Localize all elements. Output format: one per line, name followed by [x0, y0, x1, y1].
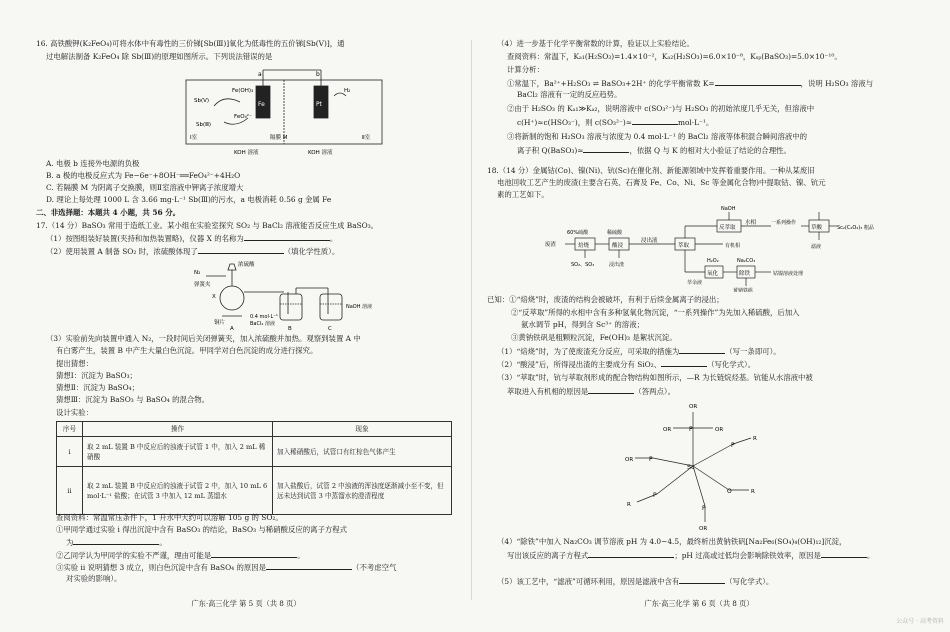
- calc-2-cont: c(H⁺)≈c(HSO₃⁻)，则 c(SO₃²⁻)≈ mol·L⁻¹。: [517, 118, 714, 127]
- table-cell: 加入稀硝酸后，试管口有红棕色气体产生: [273, 437, 452, 467]
- q17-apparatus-diagram: [192, 258, 372, 332]
- q16-stem-line1: 16. 高铁酸钾(K₂FeO₄)可将水体中有毒性的三价锑[Sb(Ⅲ)]氧化为低毒性的五价锑[Sb(Ⅴ)]，通: [36, 39, 345, 48]
- naoh-label: NaOH 溶液: [346, 304, 372, 310]
- room1-label: Ⅰ室: [190, 135, 198, 141]
- apparatus-a-label: A: [230, 326, 234, 332]
- fe-electrode-label: Fe: [258, 101, 265, 108]
- membrane-label: 隔膜 M: [270, 135, 288, 141]
- flow-naoh: NaOH: [721, 206, 736, 212]
- p-atom: P: [689, 426, 693, 433]
- answer-blank[interactable]: [679, 345, 725, 354]
- calc-3-cont: 离子积 Q(BaSO₃)≈ ，依据 Q 与 K 的相对大小验证了结论的合理性。: [517, 146, 791, 155]
- or-group: OR: [689, 404, 698, 410]
- page-footer: 广东·高三化学 第 5 页（共 8 页）: [191, 599, 301, 608]
- calc-1-cont: BaCl₂ 溶液有一定的反应趋势。: [517, 90, 622, 99]
- result-3: ③实验 ii 说明猜想 3 成立，则白色沉淀中含有 BaSO₄ 的原因是 （不考虑空气: [56, 563, 397, 572]
- feo4-label: FeO₄²⁻: [234, 114, 252, 120]
- flow-extract: 萃取: [678, 243, 690, 249]
- flow-raffinate: 萃余液: [687, 280, 703, 286]
- q17-part3-line2: 有白雾产生，装置 B 中产生大量白色沉淀。甲同学对白色沉淀的成分进行探究。: [56, 346, 318, 355]
- electrode-a-label: a: [258, 71, 262, 78]
- q18-stem-line1: 18.（14 分）金属钴(Co)、镍(Ni)、钪(Sc)在催化剂、新能源领域中发挥着重要作用。一种从某废旧: [487, 166, 815, 175]
- r-group: R: [751, 489, 755, 495]
- flow-h2o2: H₂O₂: [707, 258, 719, 264]
- experiment-table: [56, 421, 452, 515]
- flow-remove-iron: 除铁: [739, 271, 751, 277]
- q18-part3: （3）“萃取”时，钪与萃取剂形成的配合物结构如图所示，—R 为长链烷烃基。钪能从水溶液中被: [497, 373, 813, 382]
- or-group: OR: [625, 457, 634, 463]
- or-group: OR: [715, 427, 724, 433]
- table-header-row: [57, 422, 452, 437]
- known-1: 已知：①“焙烧”时，废渣的结构会被破坏，有利于后续金属离子的浸出；: [487, 295, 724, 304]
- answer-blank[interactable]: [632, 116, 678, 125]
- q16-stem-line2: 过电解法制备 K₂FeO₄ 除 Sb(Ⅲ)的原理如图所示。下列说法错误的是: [46, 52, 273, 61]
- known-2-cont: 氨水调节 pH，得到含 Sc³⁺ 的溶液；: [521, 320, 644, 329]
- q17-stem: 17.（14 分）BaSO₃ 常用于造纸工业。某小组在实验室探究 SO₂ 与 BaCl₂ 溶液能否反应生成 BaSO₃。: [36, 221, 379, 230]
- table-cell: ii: [57, 467, 83, 515]
- clip-label: 弹簧夹: [194, 282, 211, 288]
- calc-2: ②由于 H₂SO₃ 的 Kₐ₁≫Kₐ₂，说明溶液中 c(SO₃²⁻)与 H₂SO₃ 的初始浓度几乎无关，但溶液中: [507, 104, 815, 113]
- x-label: X: [212, 294, 216, 300]
- or-group: OR: [699, 526, 708, 532]
- hypothesis-3: 猜想Ⅲ：沉淀为 BaSO₃ 与 BaSO₄ 的混合物。: [56, 395, 210, 404]
- flow-gas: SO₂、SO₃: [571, 262, 595, 268]
- q16-electrolysis-diagram: [184, 66, 384, 158]
- flow-h2so4: 60%硫酸: [567, 230, 589, 236]
- flow-back-extract: 反萃取: [719, 225, 736, 231]
- answer-blank[interactable]: [244, 232, 330, 241]
- q18-part4: （4）“除铁”中加入 Na₂CO₃ 调节溶液 pH 为 4.0~4.5，最终析出黄钠铁矾[Na₂Fe₆(SO₄)₄(OH)₁₂]沉淀，: [497, 537, 847, 546]
- table-row: [57, 467, 452, 515]
- flow-co-ni: 钴镍溶液处理: [773, 271, 804, 277]
- r-group: R: [627, 502, 631, 508]
- q16-option-a: A. 电极 b 连接外电源的负极: [46, 159, 140, 168]
- answer-blank[interactable]: [198, 245, 284, 254]
- sc-atom: Sc: [687, 463, 695, 471]
- result-3-cont: 对实验的影响）。: [66, 574, 122, 583]
- q18-part3-cont: 萃取进入有机相的原因是 （答两点）。: [507, 387, 675, 396]
- or-group: OR: [663, 427, 672, 433]
- section-2-heading: 二、非选择题：本题共 4 小题，共 56 分。: [36, 208, 180, 217]
- flow-na2co3: Na₂CO₃: [737, 258, 756, 264]
- known-2: ②“反萃取”所得的水相中含有多种氢氧化物沉淀，“一系列操作”为先加入稀硫酸，后加入: [511, 308, 800, 317]
- answer-blank[interactable]: [588, 549, 674, 558]
- hypothesis-title: 提出猜想：: [56, 359, 93, 368]
- table-cell: 取 2 mL 装置 B 中反应后的浊液于试管 1 中，加入 2 mL 稀硝酸: [83, 437, 273, 467]
- page-footer: 广东·高三化学 第 6 页（共 8 页）: [644, 599, 754, 608]
- q18-part5: （5）该工艺中，“滤液”可循环利用，原因是滤液中含有 （写化学式）。: [497, 577, 774, 586]
- result-2: ②乙同学认为甲同学的实验不严谨，理由可能是 。: [56, 551, 305, 560]
- answer-blank[interactable]: [821, 549, 867, 558]
- q16-option-c: C. 若隔膜 M 为阴离子交换膜，则Ⅱ室溶液中钾离子浓度增大: [46, 183, 244, 192]
- koh-left-label: KOH 溶液: [234, 150, 259, 156]
- col-header: 现象: [273, 422, 452, 437]
- feoh3-label: Fe(OH)₃: [232, 88, 254, 94]
- bacl2-conc-label: 0.4 mol·L⁻¹: [250, 314, 278, 320]
- q18-part1: （1）“焙烧”时，为了使废渣充分反应，可采取的措施为 （写一条即可）。: [497, 347, 781, 356]
- q17-part1: （1）按图组装好装置(夹持和加热装置略)，仪器 X 的名称为 。: [46, 234, 338, 243]
- q17-part4-reference: 查阅资料：常温下，Kₐ₁(H₂SO₃)=1.4×10⁻²，Kₐ₂(H₂SO₃)=6.0×10⁻⁸，Kₛₚ(BaSO₃)=5.0×10⁻¹⁰。: [507, 52, 842, 61]
- flow-roast: 焙烧: [578, 243, 590, 249]
- q18-part4-cont: 写出该反应的离子方程式 ；pH 过高或过低均会影响除铁效率，原因是 。: [507, 551, 875, 560]
- result-1-answer: 为 。: [66, 538, 167, 547]
- answer-blank[interactable]: [679, 575, 725, 584]
- known-3: ③黄钠铁矾是粗颗粒沉淀，Fe(OH)₃ 是絮状沉淀。: [511, 333, 677, 342]
- design-title: 设计实验：: [56, 408, 93, 417]
- result-1: ①甲同学通过实验 i 得出沉淀中含有 BaSO₃ 的结论，BaSO₃ 与稀硝酸反应的离子方程式: [56, 525, 348, 534]
- koh-right-label: KOH 溶液: [308, 150, 333, 156]
- hypothesis-1: 猜想Ⅰ：沉淀为 BaSO₃；: [56, 371, 137, 380]
- answer-blank[interactable]: [266, 561, 352, 570]
- n2-label: N₂: [194, 270, 201, 276]
- flow-filter: 草酸: [811, 225, 823, 231]
- p-atom: P: [649, 456, 653, 463]
- q16-option-d: D. 理论上每处理 1000 L 含 3.66 mg·L⁻¹ Sb(Ⅲ)的污水，a 电极消耗 0.56 g 金属 Fe: [46, 195, 332, 204]
- q17-part2: （2）使用装置 A 制备 SO₂ 时，浓硫酸体现了 （填化学性质）。: [46, 247, 340, 256]
- flow-jarosite: 黄钠铁矾: [733, 288, 754, 292]
- conc-acid-label: 浓硫酸: [238, 262, 255, 268]
- page-5: [36, 0, 456, 632]
- answer-blank[interactable]: [661, 358, 707, 367]
- flow-leach: 酸浸: [612, 243, 624, 249]
- table-row: [57, 437, 452, 467]
- flow-residue: 浸出渣: [609, 262, 625, 268]
- flow-sc-product: Sc₂(C₂O₄)₃ 粗品: [837, 225, 874, 231]
- sbiii-label: Sb(Ⅲ): [196, 122, 212, 128]
- electrode-b-label: b: [316, 71, 320, 78]
- scandium-complex-structure: [613, 398, 773, 534]
- q18-process-flowchart: [545, 204, 875, 292]
- flow-organic: 有机相: [725, 243, 741, 249]
- table-cell: 加入盐酸后，试管 2 中浊液的浑浊度逐渐减小至不变，但远未达到试管 3 中蒸馏水的澄清程度: [273, 467, 452, 515]
- q17-part4: （4）进一步基于化学平衡常数的计算，验证以上实验结论。: [497, 39, 694, 48]
- pt-electrode-label: Pt: [316, 101, 322, 108]
- flow-filtrate2: 滤液: [811, 244, 822, 250]
- bacl2-label: BaCl₂ 溶液: [250, 321, 275, 327]
- h2-label: H₂: [344, 88, 351, 94]
- p-atom: P: [731, 442, 735, 449]
- q16-option-b: B. a 极的电极反应式为 Fe−6e⁻+8OH⁻══FeO₄²⁻+4H₂O: [46, 171, 241, 180]
- copper-label: 铜片: [214, 320, 226, 326]
- room2-label: Ⅱ室: [362, 135, 371, 141]
- r-group: R: [753, 436, 757, 442]
- calc-3: ③将新制的饱和 H₂SO₃ 溶液与浓度为 0.4 mol·L⁻¹ 的 BaCl₂ 溶液等体积混合瞬间溶液中的: [507, 132, 808, 141]
- flow-dilute: 稀硫酸: [607, 230, 623, 236]
- flow-filtrate: 浸出液: [641, 238, 658, 244]
- table-cell: i: [57, 437, 83, 467]
- answer-blank[interactable]: [73, 536, 159, 545]
- flow-oxidation: 氧化: [707, 271, 719, 277]
- apparatus-c-label: C: [328, 326, 332, 332]
- q18-stem-line3: 素的工艺如下。: [497, 190, 549, 199]
- q18-stem-line2: 电池回收工艺产生的废渣(主要含石英、石膏及 Fe、Co、Ni、Sc 等金属化合物)中提取钴、镍、钪元: [497, 178, 826, 187]
- watermark: 公众号 · 高考资料: [896, 617, 944, 625]
- table-cell: 取 2 mL 装置 B 中反应后的浊液于试管 2 中，加入 10 mL 6 mol·L⁻¹ 盐酸；在试管 3 中加入 12 mL 蒸馏水: [83, 467, 273, 515]
- reference-note: 查阅资料：常温常压条件下，1 升水中大约可以溶解 105 g 的 SO₂。: [56, 513, 283, 522]
- page-divider: [471, 40, 472, 600]
- calc-1: ①常温下，Ba²⁺+H₂SO₃ ⇌ BaSO₃+2H⁺ 的化学平衡常数 K= ，说明 H₂SO₃ 溶液与: [507, 79, 874, 88]
- p-atom: P: [702, 505, 706, 512]
- apparatus-b-label: B: [288, 326, 292, 332]
- q17-part3-line1: （3）实验前先向装置中通入 N₂，一段时间后关闭弹簧夹，加入浓硫酸并加热。观察到装置 A 中: [46, 334, 361, 343]
- col-header: 序号: [57, 422, 83, 437]
- hypothesis-2: 猜想Ⅱ：沉淀为 BaSO₄；: [56, 383, 140, 392]
- sbv-label: Sb(Ⅴ): [194, 98, 210, 104]
- flow-steps: 一系列操作: [771, 220, 797, 226]
- q18-part2: （2）“酸浸”后，所得浸出渣的主要成分有 SiO₂、 （写化学式）。: [497, 360, 756, 369]
- o-atom: O: [727, 488, 732, 495]
- calc-title: 计算分析：: [507, 65, 544, 74]
- page-6: [487, 0, 911, 632]
- flow-waste: 废渣: [545, 242, 557, 248]
- answer-blank[interactable]: [211, 549, 297, 558]
- answer-blank[interactable]: [588, 385, 634, 394]
- answer-blank[interactable]: [583, 144, 629, 153]
- col-header: 操作: [83, 422, 273, 437]
- p-atom: P: [653, 492, 657, 499]
- answer-blank[interactable]: [715, 77, 801, 86]
- flow-aqueous: 水相: [745, 220, 757, 226]
